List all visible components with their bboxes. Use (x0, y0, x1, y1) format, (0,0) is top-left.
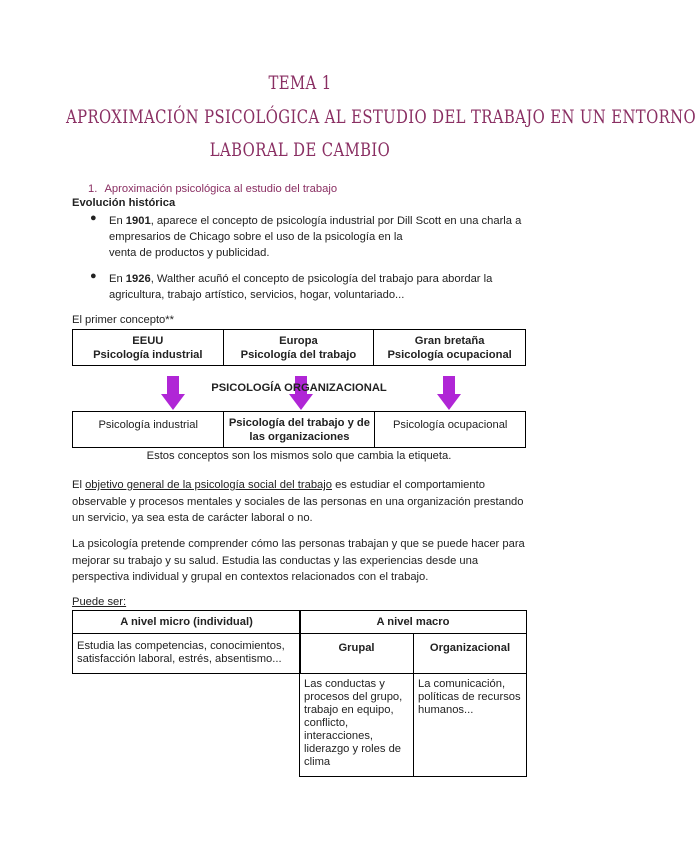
concept-bottom-text: Psicología ocupacional (392, 419, 508, 431)
grupal-content-cell (299, 673, 414, 777)
concept-bottom-text: Psicología industrial (98, 419, 198, 431)
grupal-line: clima (304, 756, 331, 768)
concept-place: Gran bretaña (414, 334, 485, 347)
concept-place: EEUU (132, 334, 164, 347)
bullet-1 (109, 213, 569, 261)
concept-top-cell-gran-bretana (374, 330, 526, 366)
organizacional-header-cell: Organizacional (413, 633, 527, 674)
bullet-1-pre: En (109, 215, 126, 227)
document-title-line-3: LABORAL DE CAMBIO (209, 139, 391, 161)
concept-place: Europa (279, 334, 318, 347)
concept-label: El primer concepto** (72, 314, 174, 326)
document-title-line-2: APROXIMACIÓN PSICOLÓGICA AL ESTUDIO DEL TRABAJO EN UN ENTORNO (66, 106, 696, 128)
concept-bottom-cell-1 (73, 412, 224, 448)
paragraph-objective (72, 477, 532, 527)
paragraph1-pre: El (72, 479, 86, 491)
concept-bottom-cell-2 (224, 412, 375, 448)
micro-header-cell: A nivel micro (individual) (72, 610, 301, 634)
paragraph2-line1: La psicología pretende comprender cómo las personas trabajan y que se puede hacer para (72, 538, 525, 550)
paragraph1-line2: observable y procesos mentales y sociales de las personas en una organización prestando (72, 495, 524, 508)
levels-label: Puede ser: (72, 596, 127, 608)
organizational-psychology-label: PSICOLOGÍA ORGANIZACIONAL (211, 382, 387, 394)
paragraph2-line2: mejorar su trabajo y su salud. Estudia las conductas y las experiencias desde una (72, 554, 479, 567)
concept-note: Estos conceptos son los mismos solo que cambia la etiqueta. (146, 450, 452, 462)
grupal-line: interacciones, (304, 730, 374, 742)
section-number: 1. (88, 183, 98, 195)
bullet-1-line3: venta de productos y publicidad. (109, 247, 270, 259)
grupal-line: liderazgo y roles de (304, 743, 402, 755)
concept-bottom-table (72, 411, 526, 448)
paragraph-psychology (72, 536, 542, 586)
bullet-dot: ● (90, 270, 97, 282)
grupal-line: Las conductas y (304, 678, 385, 690)
paragraph1-underlined: objetivo general de la psicología social del trabajo (85, 479, 332, 491)
section-heading-text: Aproximación psicológica al estudio del trabajo (104, 183, 338, 195)
bullet-1-line1: , aparece el concepto de psicología industrial por Dill Scott en una charla a (150, 215, 522, 227)
macro-header-cell: A nivel macro (299, 610, 527, 634)
bullet-2-line2: agricultura, trabajo artístico, servicios, hogar, voluntariado... (109, 289, 405, 301)
bullet-1-year: 1901 (125, 215, 151, 227)
org-line: La comunicación, (418, 678, 506, 690)
grupal-line: trabajo en equipo, (304, 704, 394, 716)
organizacional-content-cell (413, 673, 527, 777)
concept-name: Psicología ocupacional (387, 348, 512, 361)
section-heading (88, 183, 337, 195)
subheading: Evolución histórica (72, 197, 176, 209)
concept-name: Psicología del trabajo (240, 348, 357, 361)
org-line: políticas de recursos (418, 691, 521, 703)
bullet-2-pre: En (109, 273, 126, 285)
concept-bottom-text: Psicología del trabajo y de (228, 417, 370, 429)
concept-top-cell-eeuu (73, 330, 224, 366)
micro-line2: satisfacción laboral, estrés, absentismo... (77, 653, 282, 665)
concept-bottom-text: las organizaciones (249, 431, 350, 443)
grupal-line: procesos del grupo, (304, 691, 403, 703)
document-title-line-1: TEMA 1 (268, 72, 332, 94)
grupal-line: conflicto, (304, 717, 349, 729)
bullet-dot: ● (90, 212, 97, 224)
concept-bottom-cell-3 (375, 412, 526, 448)
paragraph1-line3: un servicio, ya sea esta de carácter laboral o no. (72, 512, 313, 524)
paragraph1-line1-rest: es estudiar el comportamiento (331, 479, 485, 491)
micro-description-cell (72, 633, 301, 674)
bullet-2-year: 1926 (125, 273, 151, 285)
micro-line1: Estudia las competencias, conocimientos, (77, 640, 285, 652)
concept-top-cell-europa (223, 330, 374, 366)
bullet-2-line1: , Walther acuñó el concepto de psicología del trabajo para abordar la (150, 273, 493, 285)
concept-top-table (72, 329, 526, 366)
paragraph2-line3: perspectiva individual y grupal en contextos relacionados con el trabajo. (72, 571, 429, 583)
concept-name: Psicología industrial (93, 348, 203, 361)
grupal-header-cell: Grupal (299, 633, 414, 674)
bullet-2 (109, 271, 569, 303)
org-line: humanos... (418, 704, 474, 716)
bullet-1-line2: empresarios de Chicago sobre el uso de la psicología en la (109, 231, 403, 243)
